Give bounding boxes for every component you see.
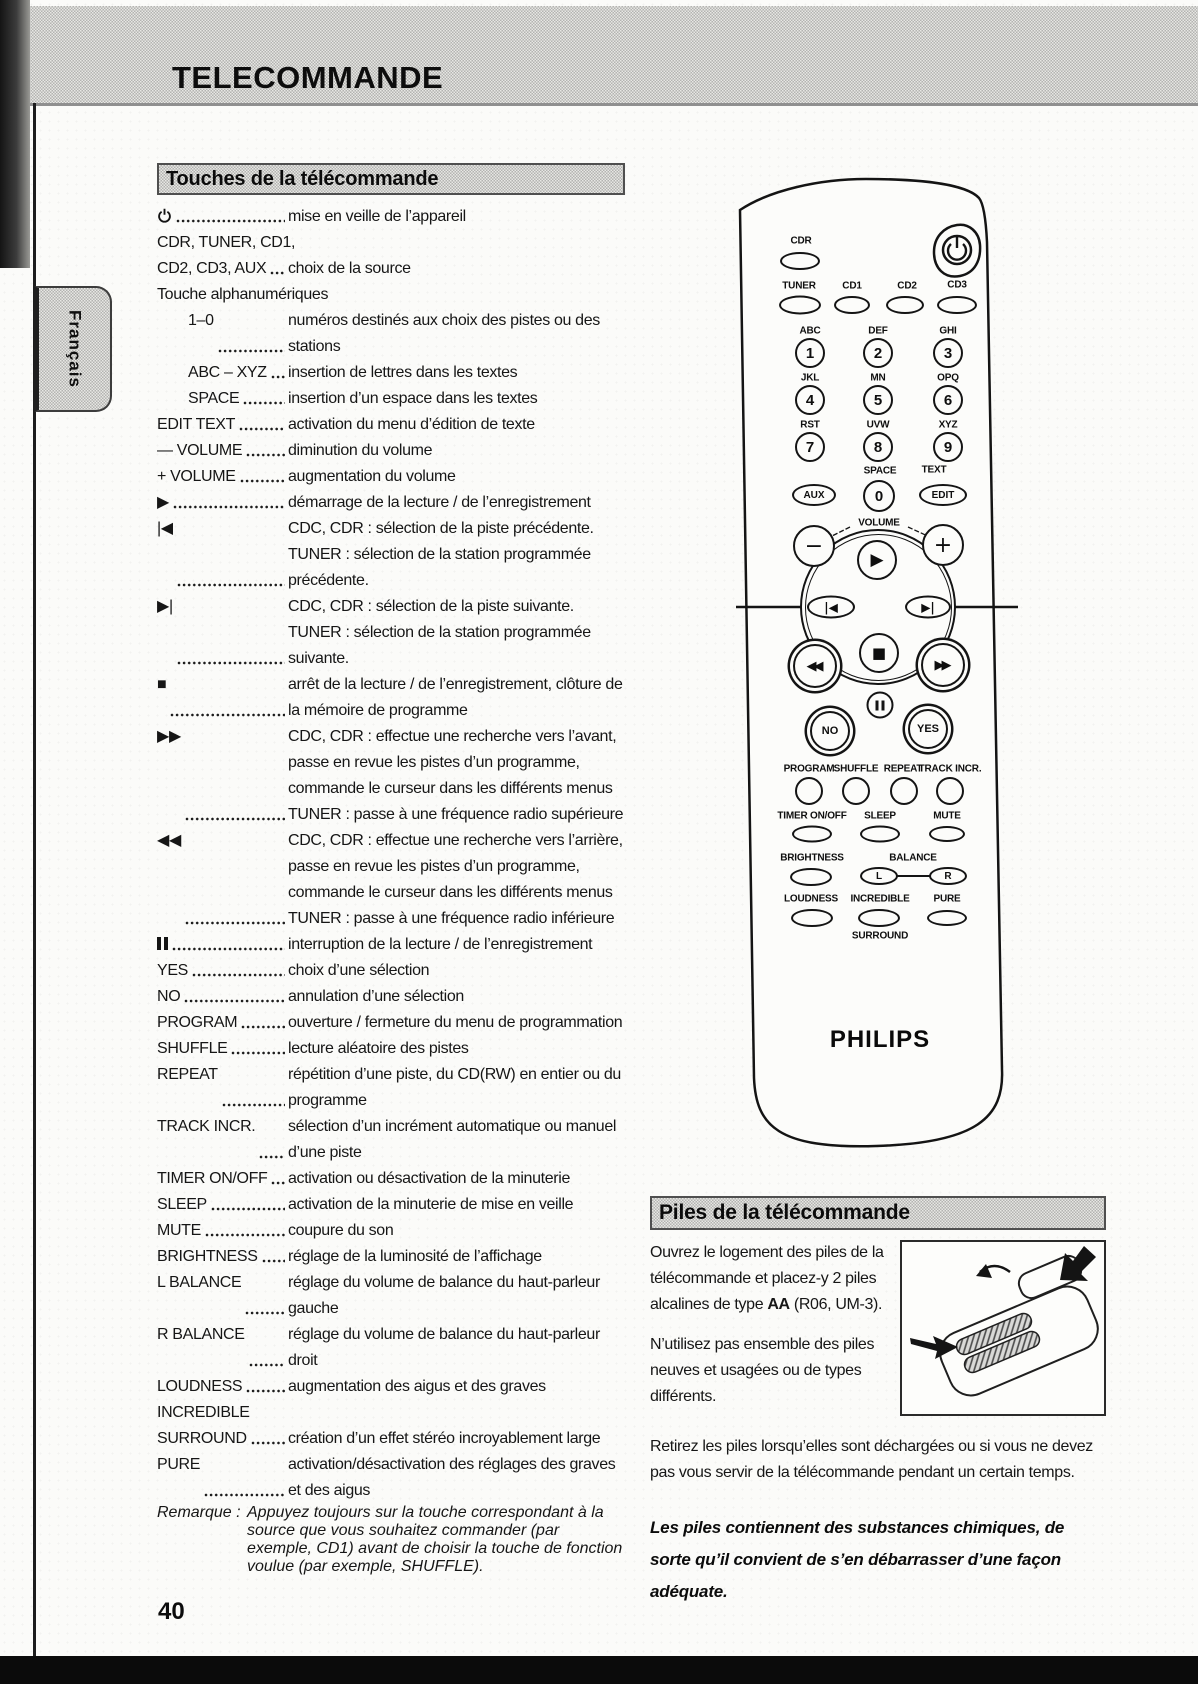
remote-button-tuner (779, 296, 821, 315)
page-title: TELECOMMANDE (172, 60, 444, 95)
scan-edge-artifact (0, 0, 30, 268)
def-term: ◀◀ (157, 832, 181, 849)
dot-leader (271, 372, 285, 382)
remote-label-tuner: TUNER (782, 280, 816, 292)
remote-button-program (795, 777, 823, 805)
remote-button-8: 8 (863, 432, 893, 462)
remote-label-def: DEF (868, 325, 888, 337)
def-desc: coupure du son (288, 1222, 394, 1239)
remote-button-3: 3 (933, 338, 963, 368)
piles-paragraph-3: Retirez les piles lorsqu’elles sont déchargées ou si vous ne devez pas vous servir de la télécommande pendant un certain temps. (650, 1438, 1093, 1481)
dot-leader (246, 450, 285, 460)
remote-button-2: 2 (863, 338, 893, 368)
def-row (157, 958, 625, 984)
remote-label-ghi: GHI (939, 325, 957, 337)
def-term: L BALANCE (157, 1274, 242, 1291)
remote-button-cd1 (834, 296, 870, 314)
def-desc: annulation d’une sélection (288, 988, 464, 1005)
def-row (157, 256, 625, 282)
def-row (157, 1452, 625, 1504)
dot-leader (239, 424, 285, 434)
def-row (157, 1322, 625, 1374)
def-row (157, 1426, 625, 1452)
def-row (157, 1010, 625, 1036)
remote-button-cdr (780, 252, 820, 270)
remote-button-pause (867, 692, 894, 719)
dot-leader (271, 1178, 285, 1188)
def-term: Touche alphanumériques (157, 286, 329, 303)
def-row (157, 594, 625, 672)
remote-button-volume-up: + (922, 524, 964, 566)
remote-label-rst: RST (800, 419, 820, 431)
remote-button-6: 6 (933, 385, 963, 415)
remote-button-shuffle (842, 777, 870, 805)
def-term: ▶| (157, 598, 173, 615)
remote-button-rewind: ◀◀ (793, 644, 837, 688)
def-row (157, 1036, 625, 1062)
remote-label-loudness: LOUDNESS (784, 893, 838, 905)
dot-leader (211, 1204, 285, 1214)
def-row (157, 360, 625, 386)
def-row (157, 230, 625, 256)
def-term: BRIGHTNESS (157, 1248, 258, 1265)
def-desc: CDC, CDR : effectue une recherche vers l’arrière, passe en revue les pistes d’un programme, commande le curseur dans les différents menus TUNER : passe à une fréquence radio inférieure (288, 832, 623, 927)
def-desc: démarrage de la lecture / de l’enregistrement (288, 494, 591, 511)
remote-button-stop: ■ (859, 633, 899, 673)
def-row (157, 828, 625, 932)
page-number: 40 (158, 1598, 185, 1625)
remote-label-sleep: SLEEP (864, 810, 896, 822)
touches-section (157, 163, 625, 1576)
remote-button-0: 0 (863, 480, 895, 512)
dot-leader (205, 1230, 285, 1240)
def-term: ▶▶ (157, 728, 181, 745)
dot-leader (173, 502, 285, 512)
remote-label-jkl: JKL (800, 372, 820, 384)
remote-button-brightness (790, 868, 832, 886)
dot-leader (192, 970, 285, 980)
remote-label-abc: ABC (799, 325, 821, 337)
dot-leader (177, 658, 285, 668)
remote-label-cdr: CDR (790, 235, 812, 247)
remote-label-timer-on-off: TIMER ON/OFF (777, 810, 847, 822)
dot-leader (231, 1048, 285, 1058)
def-row (157, 1166, 625, 1192)
def-row (157, 204, 625, 230)
def-term: PROGRAM (157, 1014, 238, 1031)
remote-label-balance: BALANCE (889, 852, 937, 864)
def-row (157, 1400, 625, 1426)
remote-button-5: 5 (863, 385, 893, 415)
def-desc: CDC, CDR : sélection de la piste précédente. TUNER : sélection de la station programmée précédente. (288, 520, 594, 589)
remote-label-uvw: UVW (866, 419, 890, 431)
def-term: YES (157, 962, 188, 979)
def-term: TIMER ON/OFF (157, 1170, 268, 1187)
def-row (157, 1270, 625, 1322)
def-term: MUTE (157, 1222, 201, 1239)
remote-button-play: ▶ (857, 540, 897, 580)
dot-leader (249, 1360, 285, 1370)
remote-button-no: NO (810, 711, 850, 751)
def-row (157, 386, 625, 412)
remote-button-track-incr (936, 777, 964, 805)
def-term (157, 204, 172, 230)
def-desc: sélection d’un incrément automatique ou manuel d’une piste (288, 1118, 617, 1161)
def-row (157, 438, 625, 464)
def-row (157, 1062, 625, 1114)
def-term: 1–0 (188, 312, 214, 329)
remote-button-repeat (890, 777, 918, 805)
dot-leader (176, 216, 285, 226)
def-term: |◀ (157, 520, 173, 537)
def-row (157, 984, 625, 1010)
def-desc: réglage du volume de balance du haut-parleur gauche (288, 1274, 600, 1317)
dot-leader (185, 918, 285, 928)
def-desc: lecture aléatoire des pistes (288, 1040, 469, 1057)
def-list (157, 204, 625, 1504)
def-desc: activation/désactivation des réglages des graves et des aigus (288, 1456, 616, 1499)
remote-label-xyz: XYZ (938, 419, 958, 431)
def-term: EDIT TEXT (157, 416, 236, 433)
remote-label-space: SPACE (863, 465, 897, 477)
remote-label-brightness: BRIGHTNESS (780, 852, 844, 864)
def-term: — VOLUME (157, 442, 243, 459)
dot-leader (172, 944, 285, 954)
def-desc: arrêt de la lecture / de l’enregistrement, clôture de la mémoire de programme (288, 676, 623, 719)
def-desc: activation de la minuterie de mise en veille (288, 1196, 574, 1213)
philips-logo: PHILIPS (829, 1026, 931, 1053)
def-row (157, 516, 625, 594)
dot-leader (262, 1256, 285, 1266)
def-row (157, 412, 625, 438)
remote-button-previous: |◀ (807, 596, 855, 619)
def-term: R BALANCE (157, 1326, 245, 1343)
def-row (157, 308, 625, 360)
remote-button-balance-left: L (860, 867, 898, 885)
note-label: Remarque : (157, 1504, 241, 1521)
note-text: Appuyez toujours sur la touche correspondant à la source que vous souhaitez commander (par exemple, CD1) avant de choisir la touche de fonction voulue (par exemple, SHUFFLE). (247, 1504, 623, 1575)
remote-label-opq: OPQ (937, 372, 959, 384)
remote-button-timer-on-off (792, 826, 832, 843)
remote-button-next: ▶| (905, 596, 951, 619)
dot-leader (170, 710, 285, 720)
def-term: INCREDIBLE (157, 1404, 250, 1421)
remote-label-repeat: REPEAT (883, 763, 923, 775)
def-desc: augmentation du volume (288, 468, 456, 485)
def-desc: choix d’une sélection (288, 962, 430, 979)
def-term: PURE (157, 1456, 201, 1473)
remote-button-4: 4 (795, 385, 825, 415)
def-row (157, 1218, 625, 1244)
def-term: CDR, TUNER, CD1, (157, 234, 296, 251)
remote-button-9: 9 (933, 432, 963, 462)
def-row (157, 490, 625, 516)
dot-leader (270, 268, 285, 278)
remote-button-pure (927, 910, 967, 926)
remote-label-cd1: CD1 (842, 280, 862, 292)
dot-leader (259, 1152, 285, 1162)
remote-button-volume-down: − (793, 525, 835, 567)
remote-label-mn: MN (870, 372, 886, 384)
remote-button-edit: EDIT (919, 484, 967, 506)
def-term: SLEEP (157, 1196, 207, 1213)
remote-label-pure: PURE (933, 893, 961, 905)
arrow-icon (910, 1336, 958, 1359)
def-term: TRACK INCR. (157, 1118, 256, 1135)
def-desc: création d’un effet stéréo incroyablement large (288, 1430, 601, 1447)
def-desc: CDC, CDR : sélection de la piste suivante. TUNER : sélection de la station programmée suivante. (288, 598, 591, 667)
def-term: SPACE (188, 390, 240, 407)
touches-heading: Touches de la télécommande (157, 163, 625, 195)
def-term: NO (157, 988, 181, 1005)
def-row (157, 1114, 625, 1166)
def-row (157, 724, 625, 828)
power-icon (157, 208, 172, 223)
def-desc: ouverture / fermeture du menu de programmation (288, 1014, 623, 1031)
def-desc: activation ou désactivation de la minuterie (288, 1170, 571, 1187)
remote-button-yes: YES (908, 709, 948, 749)
remote-button-cd2 (886, 296, 924, 314)
dot-leader (246, 1386, 285, 1396)
dot-leader (243, 398, 285, 408)
remote-label-mute: MUTE (933, 810, 961, 822)
def-desc: augmentation des aigus et des graves (288, 1378, 546, 1395)
arrow-icon (1060, 1246, 1096, 1281)
remote-label-incredible: INCREDIBLE (850, 893, 910, 905)
def-desc: CDC, CDR : effectue une recherche vers l’avant, passe en revue les pistes d’un programme, commande le curseur dans les différents menus TUNER : passe à une fréquence radio supérieure (288, 728, 624, 823)
dot-leader (222, 1100, 285, 1110)
def-desc: réglage de la luminosité de l’affichage (288, 1248, 542, 1265)
def-row (157, 282, 625, 308)
remote-label-cd2: CD2 (897, 280, 917, 292)
header-band (26, 6, 1198, 106)
pause-icon (157, 937, 168, 950)
def-term: ■ (157, 676, 167, 693)
def-term: SURROUND (157, 1430, 247, 1447)
def-desc: réglage du volume de balance du haut-parleur droit (288, 1326, 600, 1369)
dot-leader (245, 1308, 285, 1318)
def-term: ▶ (157, 494, 169, 511)
remote-label-program: PROGRAM (783, 763, 835, 775)
remote-button-aux: AUX (792, 484, 836, 506)
pause-icon (876, 700, 885, 710)
def-row (157, 464, 625, 490)
battery-figure (900, 1240, 1106, 1416)
dot-leader (204, 1490, 285, 1500)
def-row (157, 672, 625, 724)
dot-leader (185, 814, 285, 824)
remote-illustration (680, 170, 1020, 1160)
remote-button-incredible-surround (858, 909, 900, 927)
def-term: + VOLUME (157, 468, 236, 485)
def-row (157, 1374, 625, 1400)
def-term: CD2, CD3, AUX (157, 260, 267, 277)
def-term: LOUDNESS (157, 1378, 243, 1395)
remote-label-track-incr: TRACK INCR. (918, 763, 982, 775)
dot-leader (218, 346, 285, 356)
remote-button-sleep (860, 826, 900, 843)
def-desc: activation du menu d’édition de texte (288, 416, 535, 433)
def-row (157, 1244, 625, 1270)
piles-warning: Les piles contiennent des substances chimiques, de sorte qu’il convient de s’en débarrasser d’une façon adéquate. (650, 1518, 1065, 1601)
dot-leader (184, 996, 285, 1006)
scan-bottom-bar (0, 1656, 1198, 1684)
remote-button-mute (929, 826, 965, 842)
remote-button-loudness (791, 909, 833, 927)
def-desc: insertion d’un espace dans les textes (288, 390, 538, 407)
piles-heading: Piles de la télécommande (650, 1196, 1106, 1230)
piles-paragraph-1: Ouvrez le logement des piles de la télécommande et placez-y 2 piles alcalines de type AA (R06, UM-3). (650, 1244, 884, 1313)
def-desc: choix de la source (288, 260, 411, 277)
def-term: SHUFFLE (157, 1040, 228, 1057)
language-tab-label: Français (65, 310, 85, 388)
def-row (157, 1192, 625, 1218)
remote-button-7: 7 (795, 432, 825, 462)
piles-paragraph-2: N’utilisez pas ensemble des piles neuves et usagées ou de types différents. (650, 1336, 875, 1405)
remote-label-volume: VOLUME (858, 517, 900, 529)
def-term: ABC – XYZ (188, 364, 267, 381)
piles-text-column (650, 1240, 892, 1424)
piles-section (650, 1196, 1106, 1608)
dot-leader (241, 1022, 285, 1032)
def-desc: numéros destinés aux choix des pistes ou des stations (288, 312, 600, 355)
dot-leader (177, 580, 285, 590)
dot-leader (251, 1438, 285, 1448)
def-desc: interruption de la lecture / de l’enregistrement (288, 936, 593, 953)
def-term: REPEAT (157, 1066, 218, 1083)
battery-illustration (902, 1242, 1104, 1414)
remote-button-fast-forward: ▶▶ (921, 643, 965, 687)
def-desc: répétition d’une piste, du CD(RW) en entier ou du programme (288, 1066, 621, 1109)
remote-label-surround: SURROUND (851, 930, 909, 942)
remote-label-shuffle: SHUFFLE (833, 763, 879, 775)
remote-button-balance-right: R (929, 867, 967, 885)
def-desc: mise en veille de l’appareil (288, 208, 466, 225)
def-desc: insertion de lettres dans les textes (288, 364, 518, 381)
remote-label-text: TEXT (921, 464, 947, 476)
remote-button-cd3 (937, 296, 977, 314)
power-button (929, 220, 985, 280)
remote-button-1: 1 (795, 338, 825, 368)
note (157, 1504, 625, 1576)
remote-label-cd3: CD3 (947, 279, 967, 291)
language-tab (34, 286, 112, 412)
def-row (157, 932, 625, 958)
dot-leader (240, 476, 285, 486)
def-desc: diminution du volume (288, 442, 433, 459)
def-term (157, 932, 168, 958)
